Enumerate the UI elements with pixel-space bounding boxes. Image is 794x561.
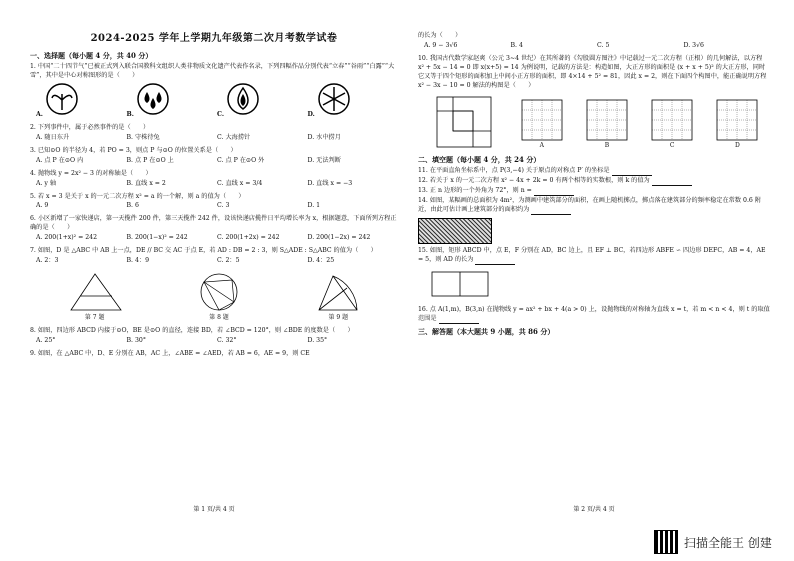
snowflake-emblem-icon <box>317 82 351 116</box>
q10-figures <box>418 93 770 151</box>
q9-option-d: D. 3√6 <box>683 41 704 49</box>
figure-8 <box>194 270 244 323</box>
question-7: 7. 如图，D 是 △ABC 中 AB 上一点，DE // BC 交 AC 于点 E，若 AD : DB = 2 : 3，则 S△ADE : S△ABC 的值为（ ） <box>30 247 377 255</box>
figure-9-caption: 第 9 题 <box>328 314 349 322</box>
question-11: 11. 在平面直角坐标系中，点 P(3,−4) 关于原点的对称点 P′ 的坐标是 <box>418 167 770 176</box>
circle-figure-icon <box>194 270 244 314</box>
q7-options <box>36 257 398 266</box>
question-9-continued: 的长为（ ） <box>418 32 462 39</box>
page-footer-right: 第 2 页/共 4 页 <box>573 506 615 514</box>
question-3: 3. 已知⊙O 的半径为 4，若 PO = 3，则点 P 与⊙O 的位置关系是（ ） <box>30 146 237 154</box>
qr-code-icon <box>654 530 678 554</box>
q8-option-a: A. 25° <box>36 337 56 345</box>
watermark-text: 扫描全能王 创建 <box>684 535 772 550</box>
q5-option-b: B. 6 <box>126 202 139 210</box>
q1-option-a: A. <box>36 82 127 120</box>
exam-title: 2024-2025 学年上学期九年级第二次月考数学试卷 <box>90 33 338 44</box>
q8-options <box>36 337 398 346</box>
question-9: 9. 如图，在 △ABC 中，D、E 分别在 AB，AC 上，∠ABE = ∠AED，若 AB = 6，AE = 9，则 CE <box>30 350 310 358</box>
q9-option-c: C. 5 <box>597 41 610 49</box>
q3-options <box>36 157 398 166</box>
q7-option-d: D. 4：25 <box>307 257 335 265</box>
q5-option-a: A. 9 <box>36 202 49 210</box>
q7-option-a: A. 2：3 <box>36 257 59 265</box>
q10-option-a: A <box>520 98 564 151</box>
q4-options <box>36 180 398 189</box>
q1-option-d: D. <box>308 82 399 120</box>
figure-7 <box>65 270 125 323</box>
q7-option-b: B. 4：9 <box>126 257 150 265</box>
section-solutions: 三、解答题（本大题共 9 小题，共 86 分） <box>418 326 555 336</box>
q5-option-c: C. 3 <box>217 202 230 210</box>
question-6: 6. 小区新增了一家快递店，第一天揽件 200 件，第三天揽件 242 件，设该快递店揽件日平均增长率为 x，根据题意，下面所列方程正确的是（ ） <box>30 215 397 232</box>
square-construction-figure-icon <box>429 93 499 151</box>
question-1: 1. 中国“二十四节气”已被正式列入联合国教科文组织人类非物质文化遗产代表作名录，下列四幅作品分别代表“立春”“谷雨”“白露”“大雪”，其中是中心对称图形的是（ ） <box>30 62 395 79</box>
question-14: 14. 如图，某幅画的总面积为 4m²，为测画中建筑部分的面积，在画上随机掷点，掷点落在建筑部分的频率稳定在常数 0.6 附近，由此可估计画上建筑部分的面积约为 <box>418 197 762 213</box>
q6-option-c: C. 200(1+2x) = 242 <box>217 234 280 242</box>
grid-d-figure-icon <box>715 98 759 142</box>
q8-option-d: D. 35° <box>307 337 328 345</box>
page-left <box>30 18 398 513</box>
q3-option-d: D. 无法判断 <box>307 156 341 164</box>
question-13: 13. 正 n 边形的一个外角为 72°，则 n = <box>418 187 770 196</box>
scanner-watermark <box>654 530 772 554</box>
q5-options <box>36 202 398 211</box>
q6-options <box>36 234 398 243</box>
q8-option-c: C. 32° <box>217 337 237 345</box>
q2-option-c: C. 大海捞针 <box>217 133 251 141</box>
q4-option-c: C. 直线 x = 3/4 <box>217 179 263 187</box>
grid-b-figure-icon <box>585 98 629 142</box>
question-15: 15. 如图，矩形 ABCD 中，点 E，F 分别在 AD，BC 边上，且 EF ⊥ BC，若四边形 ABFE ∽ 四边形 DEFC，AB = 4，AE = 5，则 AD 的长为 <box>418 246 766 263</box>
q6-option-a: A. 200(1+x)² = 242 <box>36 234 98 242</box>
q6-option-b: B. 200(1−x)² = 242 <box>126 234 188 242</box>
question-4: 4. 抛物线 y = 2x² − 3 的对称轴是（ ） <box>30 169 152 177</box>
q2-option-b: B. 守株待兔 <box>126 133 160 141</box>
page-footer-left: 第 1 页/共 4 页 <box>193 506 235 514</box>
q3-option-a: A. 点 P 在⊙O 内 <box>36 156 84 164</box>
question-2: 2. 下列事件中，属于必然事件的是（ ） <box>30 123 150 131</box>
q5-option-d: D. 1 <box>307 202 321 210</box>
painting-figure <box>418 218 492 244</box>
q4-option-a: A. y 轴 <box>36 179 57 187</box>
q4-option-b: B. 直线 x = 2 <box>126 179 166 187</box>
q9-options <box>424 42 770 51</box>
rectangle-figure-icon <box>424 266 494 302</box>
question-5: 5. 若 x = 3 是关于 x 的一元二次方程 x² = a 的一个解，则 a 的值为（ ） <box>30 192 245 200</box>
grid-c-figure-icon <box>650 98 694 142</box>
question-10: 10. 我国古代数学家赵爽（公元 3~4 世纪）在其所著的《勾股圆方图注》中记载过一元二次方程（正根）的几何解法，以方程 x² + 5x − 14 = 0 即 x(x+5) = 14 为例说明，记载的方法是：构造如图，大正方形的面积是 (x + x + 5)² 的大正方形，同时它又等于四个矩形的面积加上中间小正方形的面积，即 4×14 + 5² = 81，因此 x = 2，则在下面四个构图中，能正确说明方程 x² − 3x − 10 = 0 解法的构图是（ ） <box>418 54 767 89</box>
question-8: 8. 如图，四边形 ABCD 内接于⊙O，BE 是⊙O 的直径，连接 BD，若 ∠BCD = 120°，则 ∠BDE 的度数是（ ） <box>30 327 354 335</box>
q4-option-d: D. 直线 x = −3 <box>307 179 353 187</box>
drops-emblem-icon <box>136 82 170 116</box>
q1-option-b: B. <box>127 82 218 120</box>
triangle-figure-icon <box>65 270 125 314</box>
q6-option-d: D. 200(1−2x) = 242 <box>307 234 371 242</box>
q2-option-d: D. 水中捞月 <box>307 133 341 141</box>
q1-option-c: C. <box>217 82 308 120</box>
page-right <box>418 18 770 513</box>
q3-option-b: B. 点 P 在⊙O 上 <box>126 156 174 164</box>
figure-7-caption: 第 7 题 <box>84 314 105 322</box>
q8-option-b: B. 30° <box>126 337 146 345</box>
question-12: 12. 若关于 x 的一元二次方程 x² − 4x + 2k = 0 有两个相等的实数根，则 k 的值为 <box>418 177 770 186</box>
q3-option-c: C. 点 P 在⊙O 外 <box>217 156 265 164</box>
section-fill-blank: 二、填空题（每小题 4 分，共 24 分） <box>418 154 541 164</box>
figures-7-8-9 <box>30 270 398 323</box>
sector-figure-icon <box>313 270 363 314</box>
q1-figures <box>36 82 398 120</box>
question-16: 16. 点 A(1,m)，B(3,n) 在抛物线 y = ax² + bx + 4(a > 0) 上，设抛物线的对称轴为直线 x = t，若 m < n < 4，则 t 的取值范围是 <box>418 305 770 322</box>
q10-option-b: B <box>585 98 629 151</box>
q10-option-c: C <box>650 98 694 151</box>
q9-option-a: A. 9 − 3√6 <box>424 41 458 49</box>
dewdrop-emblem-icon <box>226 82 260 116</box>
section-choice: 一、选择题（每小题 4 分，共 40 分） <box>30 50 153 60</box>
tree-emblem-icon <box>45 82 79 116</box>
q7-option-c: C. 2：5 <box>217 257 240 265</box>
figure-9 <box>313 270 363 323</box>
q9-option-b: B. 4 <box>510 41 523 49</box>
q2-option-a: A. 随日东升 <box>36 133 70 141</box>
figure-8-caption: 第 8 题 <box>209 314 229 322</box>
q10-option-d: D <box>715 98 759 151</box>
grid-a-figure-icon <box>520 98 564 142</box>
q2-options <box>36 134 398 143</box>
